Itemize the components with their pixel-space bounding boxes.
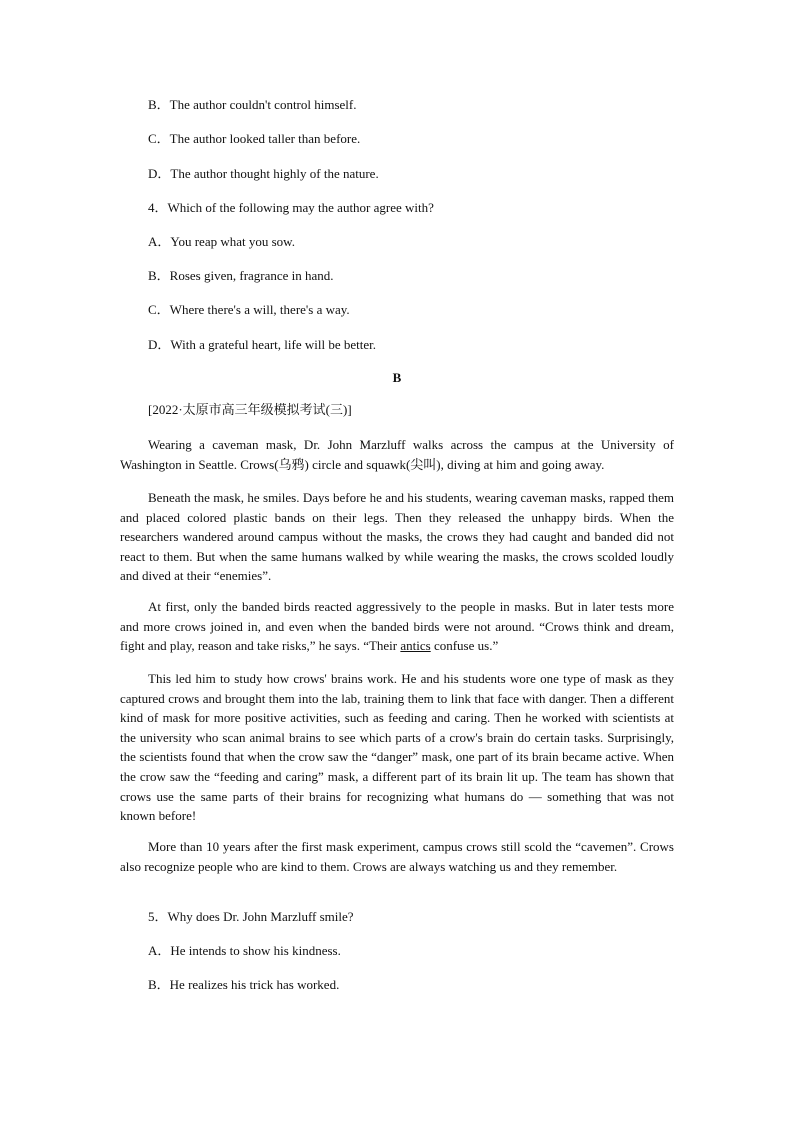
- q4-option-c: C．Where there's a will, there's a way.: [148, 302, 350, 317]
- passage-paragraph-3: [120, 597, 674, 656]
- paragraph-3-text-a: At first, only the banded birds reacted aggressively to the people in masks. But in later tests more and more crows joined in, and even when the banded birds were not around. “Crows think and dream, fight and play, reason and take risks,” he says. “Their: [120, 599, 674, 654]
- section-heading: B: [392, 370, 402, 385]
- source-label: [2022·太原市高三年级模拟考试(三)]: [148, 402, 352, 417]
- q3-option-d: D．The author thought highly of the nature.: [148, 166, 379, 181]
- q5-option-b: B．He realizes his trick has worked.: [148, 977, 340, 992]
- passage-paragraph-2: Beneath the mask, he smiles. Days before he and his students, wearing caveman masks, rapped them and placed colored plastic bands on their legs. Then they released the unhappy birds. When the researchers wandered around campus without the masks, the crows they had caught and banded did not react to them. But when the same humans walked by while wearing the masks, the crows scolded loudly and dived at their “enemies”.: [120, 490, 674, 584]
- q4-option-a: A．You reap what you sow.: [148, 234, 295, 249]
- q3-option-c: C．The author looked taller than before.: [148, 131, 361, 146]
- passage-paragraph-1: Wearing a caveman mask, Dr. John Marzluff walks across the campus at the University of Washington in Seattle. Crows(乌鸦) circle and squawk(尖叫), diving at him and going away.: [120, 437, 674, 472]
- q4-option-b: B．Roses given, fragrance in hand.: [148, 268, 334, 283]
- underlined-word: antics: [400, 638, 431, 654]
- q4-stem: 4．Which of the following may the author agree with?: [148, 200, 434, 215]
- q4-option-d: D．With a grateful heart, life will be better.: [148, 337, 376, 352]
- q5-stem: 5．Why does Dr. John Marzluff smile?: [148, 909, 354, 924]
- q3-option-b: B．The author couldn't control himself.: [148, 97, 357, 112]
- passage-paragraph-5: More than 10 years after the first mask experiment, campus crows still scold the “cavemen”. Crows also recognize people who are kind to them. Crows are always watching us and they remember.: [120, 839, 674, 874]
- paragraph-3-text-b: confuse us.”: [430, 638, 499, 654]
- passage-paragraph-4: This led him to study how crows' brains work. He and his students wore one type of mask as they captured crows and brought them into the lab, training them to link that face with danger. Then a different kind of mask for more positive activities, such as feeding and caring. Then he worked with scientists at the university who scan animal brains to see which parts of a crow's brain do certain tasks. Surprisingly, the scientists found that when the crow saw the “danger” mask, one part of its brain became active. When the crow saw the “feeding and caring” mask, a different part of its brain lit up. The team has shown that crows use the same parts of their brains for recognizing what humans do — something that was not known before!: [120, 671, 674, 824]
- q5-option-a: A．He intends to show his kindness.: [148, 943, 341, 958]
